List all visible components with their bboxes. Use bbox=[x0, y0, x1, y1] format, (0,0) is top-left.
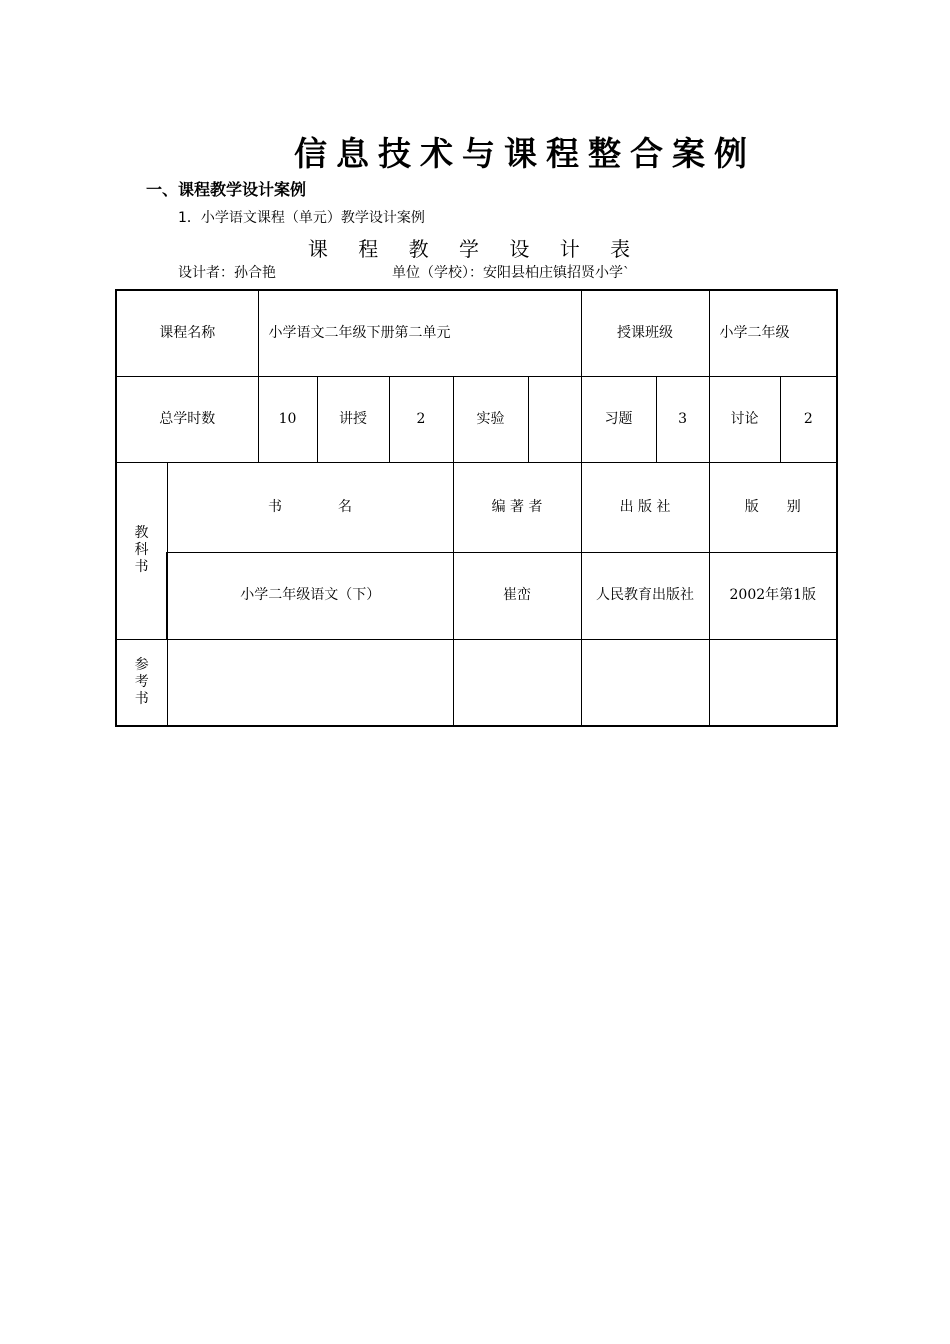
reference-publisher bbox=[581, 639, 709, 726]
total-hours-label: 总学时数 bbox=[116, 376, 258, 462]
reference-label bbox=[116, 639, 167, 726]
class-value: 小学二年级 bbox=[709, 290, 837, 376]
discussion-value: 2 bbox=[780, 376, 837, 462]
designer-line: 设计者：孙合艳 bbox=[178, 265, 276, 281]
unit-line: 单位（学校）：安阳县柏庄镇招贤小学` bbox=[392, 265, 630, 281]
publisher-header: 出 版 社 bbox=[581, 462, 709, 552]
table-title: 课 程 教 学 设 计 表 bbox=[307, 237, 643, 261]
course-design-table bbox=[115, 289, 838, 727]
exercise-value: 3 bbox=[656, 376, 709, 462]
textbook-publisher: 人民教育出版社 bbox=[581, 552, 709, 639]
lecture-value: 2 bbox=[389, 376, 453, 462]
author-header: 编 著 者 bbox=[453, 462, 581, 552]
subsection-heading: 1．小学语文课程（单元）教学设计案例 bbox=[178, 210, 425, 226]
textbook-label-text: 教科书 bbox=[134, 525, 149, 575]
reference-edition bbox=[709, 639, 837, 726]
table-row bbox=[116, 290, 837, 376]
experiment-label: 实验 bbox=[453, 376, 528, 462]
course-name-value: 小学语文二年级下册第二单元 bbox=[258, 290, 581, 376]
discussion-label: 讨论 bbox=[709, 376, 780, 462]
book-name-header: 书 名 bbox=[167, 462, 453, 552]
section-heading: 一、课程教学设计案例 bbox=[146, 180, 307, 199]
reference-author bbox=[453, 639, 581, 726]
course-name-label: 课程名称 bbox=[116, 290, 258, 376]
table-row bbox=[116, 552, 837, 639]
total-hours-value: 10 bbox=[258, 376, 317, 462]
textbook-name: 小学二年级语文（下） bbox=[167, 552, 453, 639]
edition-header: 版 别 bbox=[709, 462, 837, 552]
page-title: 信息技术与课程整合案例 bbox=[294, 134, 756, 173]
textbook-label bbox=[116, 462, 167, 639]
textbook-author: 崔峦 bbox=[453, 552, 581, 639]
lecture-label: 讲授 bbox=[317, 376, 389, 462]
exercise-label-text: 习题 bbox=[604, 410, 633, 427]
class-label: 授课班级 bbox=[581, 290, 709, 376]
table-row bbox=[116, 462, 837, 552]
reference-name bbox=[167, 639, 453, 726]
textbook-edition: 2002年第1版 bbox=[709, 552, 837, 639]
experiment-value bbox=[528, 376, 581, 462]
exercise-label bbox=[581, 376, 656, 462]
table-row bbox=[116, 376, 837, 462]
reference-label-text: 参考书 bbox=[134, 656, 149, 707]
table-row bbox=[116, 639, 837, 726]
